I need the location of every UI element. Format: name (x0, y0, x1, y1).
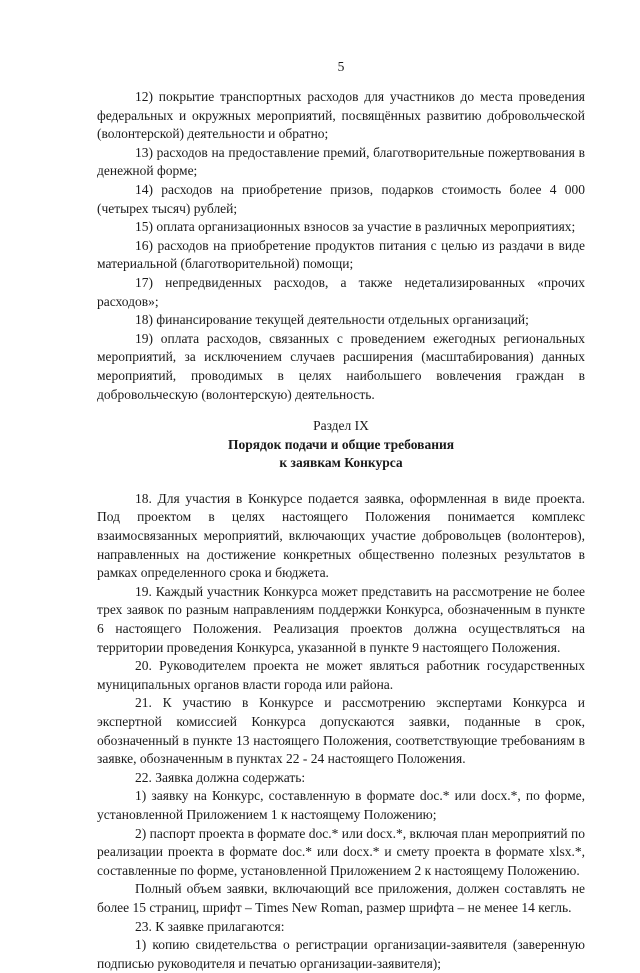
section-heading (97, 417, 585, 473)
section-body (97, 490, 585, 973)
list-continuation (97, 88, 585, 404)
paragraph: 23. К заявке прилагаются: (135, 918, 285, 934)
section-title-line1: Порядок подачи и общие требования (227, 436, 455, 452)
paragraph: 1) заявку на Конкурс, составленную в формате doc.* или docx.*, по форме, установленной Приложением 1 к настоящему Положению; (97, 788, 585, 822)
list-item: 18) финансирование текущей деятельности отдельных организаций; (135, 312, 529, 328)
paragraph: 2) паспорт проекта в формате doc.* или docx.*, включая план мероприятий по реализации проекта в формате doc.* или docx.* и смету проекта в формате xlsx.*, составленные по форме, установленной Приложением 2 к настоящему Положению. (97, 825, 585, 878)
list-item: 14) расходов на приобретение призов, подарков стоимость более 4 000 (четырех тысяч) рублей; (97, 181, 585, 216)
page-number: 5 (337, 59, 345, 74)
paragraph: 20. Руководителем проекта не может являться работник государственных муниципальных органов власти города или района. (97, 658, 585, 692)
list-item: 16) расходов на приобретение продуктов питания с целью из раздачи в виде материальной (благотворительной) помощи; (97, 237, 585, 272)
paragraph: Полный объем заявки, включающий все приложения, должен составлять не более 15 страниц, шрифт – Times New Roman, размер шрифта – не менее 14 кегль. (97, 881, 585, 915)
document-page (97, 58, 585, 973)
paragraph: 19. Каждый участник Конкурса может представить на рассмотрение не более трех заявок по разным направлениям поддержки Конкурса, обозначенным в пункте 6 настоящего Положения. Реализация проектов должна осуществляться на территории проведения Конкурса, указанной в пункте 9 настоящего Положения. (97, 583, 585, 655)
paragraph: 21. К участию в Конкурсе и рассмотрению экспертами Конкурса и экспертной комиссией Конкурса допускаются заявки, поданные в срок, обозначенный в пункте 13 настоящего Положения, соответствующие требованиям в заявке, обозначенным в пунктах 22 - 24 настоящего Положения. (97, 695, 585, 767)
paragraph: 22. Заявка должна содержать: (135, 769, 306, 785)
list-item: 19) оплата расходов, связанных с проведением ежегодных региональных мероприятий, за исключением случаев расширения (масштабирования) данных мероприятий, проводимых в целях наибольшего вовлечения граждан в добровольческую (волонтерскую) деятельность. (97, 330, 585, 402)
paragraph: 1) копию свидетельства о регистрации организации-заявителя (заверенную подписью руководителя и печатью организации-заявителя); (97, 937, 585, 971)
list-item: 17) непредвиденных расходов, а также недетализированных «прочих расходов»; (97, 274, 585, 309)
list-item: 13) расходов на предоставление премий, благотворительные пожертвования в денежной форме; (97, 144, 585, 179)
list-item: 15) оплата организационных взносов за участие в различных мероприятиях; (135, 219, 576, 235)
paragraph: 18. Для участия в Конкурсе подается заявка, оформленная в виде проекта. Под проектом в целях настоящего Положения понимается комплекс взаимосвязанных мероприятий, включающих участие добровольцев (волонтеров), направленных на достижение конкретных общественно полезных результатов в рамках определенного срока и бюджета. (97, 490, 585, 581)
section-label: Раздел IX (313, 418, 369, 434)
section-title-line2: к заявкам Конкурса (279, 455, 403, 471)
list-item: 12) покрытие транспортных расходов для участников до места проведения федеральных и окружных мероприятий, посвящённых развитию добровольческой (волонтерской) деятельности и обратно; (97, 89, 585, 142)
